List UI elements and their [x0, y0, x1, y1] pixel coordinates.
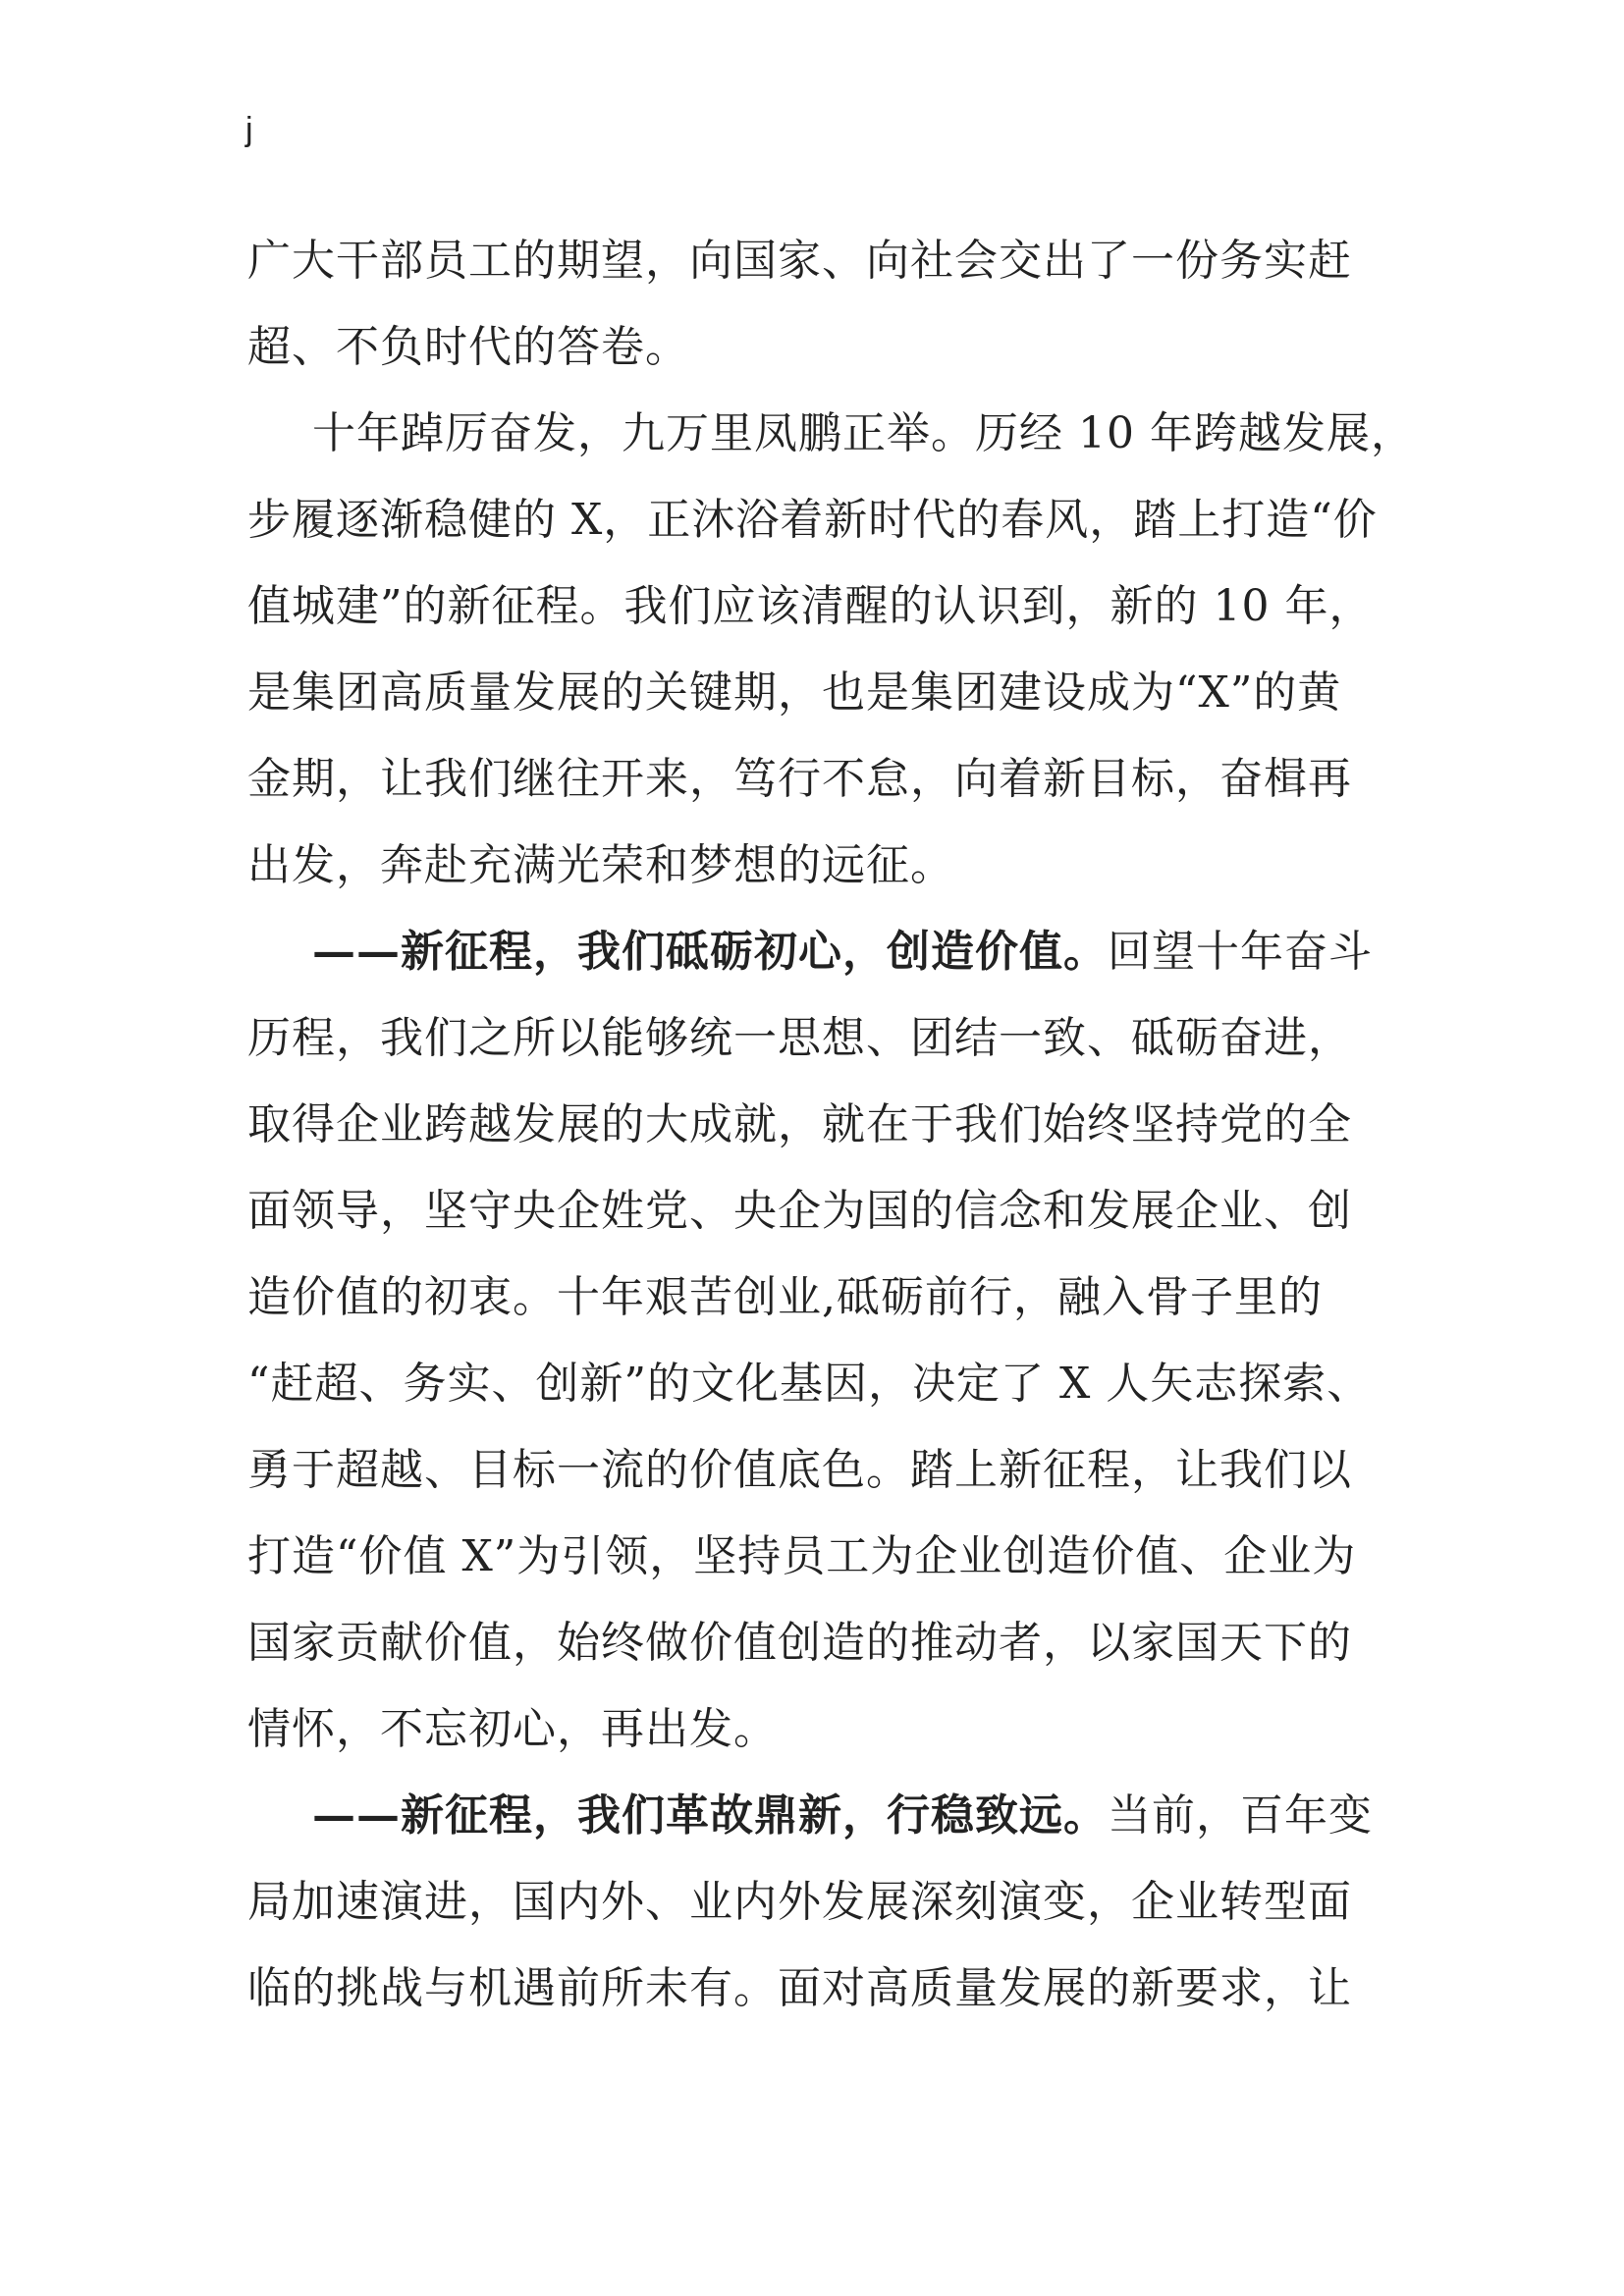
text-line: 打造“价值 X”为引领，坚持员工为企业创造价值、企业为: [247, 1531, 1357, 1581]
text-run: 当前，百年变: [1108, 1790, 1373, 1841]
paragraph-reform: [247, 1773, 1386, 2032]
text-line: 国家贡献价值，始终做价值创造的推动者，以家国天下的: [247, 1618, 1352, 1668]
text-line: [247, 909, 1386, 995]
section-lead-heading: ——新征程，我们革故鼎新，行稳致远。: [312, 1790, 1108, 1841]
text-line: [247, 1773, 1386, 1859]
text-line: 值城建”的新征程。我们应该清醒的认识到，新的 10 年，: [247, 581, 1374, 631]
paragraph-original-aspiration: [247, 909, 1386, 1773]
text-line: 面领导，坚守央企姓党、央企为国的信念和发展企业、创: [247, 1186, 1352, 1236]
text-line: 情怀，不忘初心，再出发。: [247, 1704, 778, 1754]
text-line: “赶超、务实、创新”的文化基因，决定了 X 人矢志探索、: [247, 1359, 1372, 1409]
text-line: 广大干部员工的期望，向国家、向社会交出了一份务实赶: [247, 236, 1352, 286]
text-line: 局加速演进，国内外、业内外发展深刻演变，企业转型面: [247, 1877, 1352, 1927]
text-line: 造价值的初衷。十年艰苦创业,砥砺前行，融入骨子里的: [247, 1272, 1323, 1322]
text-line: 十年踔厉奋发，九万里凤鹏正举。历经 10 年跨越发展，: [312, 408, 1415, 458]
text-line: 超、不负时代的答卷。: [247, 322, 689, 372]
text-line: 金期，让我们继往开来，笃行不怠，向着新目标，奋楫再: [247, 754, 1352, 804]
document-body: [247, 218, 1415, 2032]
text-line: 勇于超越、目标一流的价值底色。踏上新征程，让我们以: [247, 1445, 1352, 1495]
paragraph-ten-years: [247, 391, 1415, 909]
paragraph-continuation: [247, 218, 1386, 391]
text-line: 是集团高质量发展的关键期，也是集团建设成为“X”的黄: [247, 667, 1342, 718]
page-header-mark: j: [245, 111, 253, 148]
text-line: 临的挑战与机遇前所未有。面对高质量发展的新要求，让: [247, 1963, 1352, 2013]
text-line: 出发，奔赴充满光荣和梦想的远征。: [247, 840, 954, 890]
text-line: 历程，我们之所以能够统一思想、团结一致、砥砺奋进，: [247, 1013, 1352, 1063]
section-lead-heading: ——新征程，我们砥砺初心，创造价值。: [312, 927, 1108, 977]
text-line: 步履逐渐稳健的 X，正沐浴着新时代的春风，踏上打造“价: [247, 495, 1378, 545]
text-run: 回望十年奋斗: [1108, 927, 1373, 977]
text-line: 取得企业跨越发展的大成就，就在于我们始终坚持党的全: [247, 1099, 1352, 1149]
